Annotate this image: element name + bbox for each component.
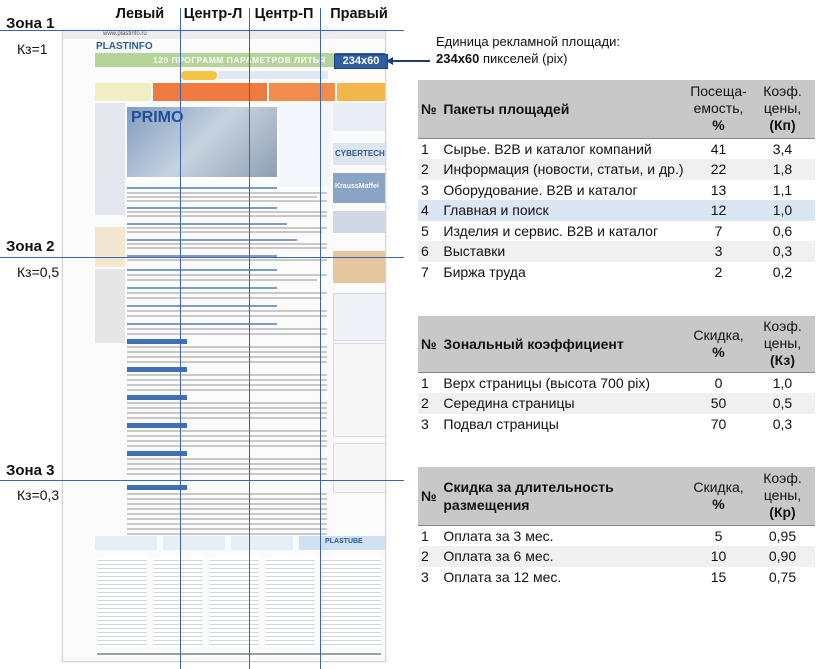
packages-header-coef-sym: (Кп)	[769, 117, 796, 134]
zones-header-num: №	[418, 316, 443, 372]
text-line	[127, 430, 327, 432]
column-label-left: Левый	[115, 6, 165, 22]
logo-row	[218, 71, 328, 79]
packages-header-name: Пакеты площадей	[443, 80, 687, 138]
row-coef: 0,2	[772, 263, 793, 280]
footer-col-4	[265, 557, 315, 647]
row-coef: 0,3	[772, 415, 793, 432]
row-disc: 0	[687, 372, 750, 393]
text-line	[127, 513, 327, 515]
duration-header-coef-text: Коэф. цены,	[763, 470, 802, 504]
text-line	[127, 468, 327, 470]
right-brand-1: CYBERTECH	[335, 149, 385, 158]
section-header	[127, 367, 187, 372]
right-list-2	[333, 443, 386, 493]
duration-header-disc-text: Скидка,	[693, 478, 744, 495]
column-label-center-left: Центр-Л	[183, 6, 243, 22]
text-line	[127, 259, 327, 261]
row-disc: 10	[687, 546, 750, 567]
row-coef: 0,95	[750, 525, 815, 546]
text-line	[127, 528, 327, 530]
text-line	[127, 211, 327, 213]
zones-header-coef-text: Коэф. цены,	[763, 318, 802, 352]
text-line	[127, 473, 327, 475]
row-number: 6	[418, 241, 443, 262]
zones-header-coef	[750, 316, 815, 372]
text-line	[127, 417, 327, 419]
section-header	[127, 485, 187, 490]
row-name: Подвал страницы	[443, 415, 559, 432]
duration-header-name: Скидка за длительность размещения	[443, 467, 687, 525]
text-line	[127, 207, 277, 209]
row-name: Оплата за 3 мес.	[443, 525, 687, 546]
row-name: Главная и поиск	[443, 200, 687, 221]
text-line	[127, 200, 327, 202]
duration-header-coef-sym: (Кр)	[769, 504, 796, 521]
zones-header-disc-unit: %	[712, 343, 725, 360]
text-line	[127, 412, 327, 414]
row-coef: 0,75	[768, 568, 797, 585]
row-coef: 0,3	[750, 241, 815, 262]
text-line	[127, 402, 327, 404]
table-row	[418, 241, 815, 262]
text-line	[127, 269, 277, 271]
table-row	[418, 525, 815, 546]
table-row	[418, 221, 815, 242]
row-visits: 2	[714, 263, 723, 280]
text-line	[127, 493, 327, 495]
section-header	[127, 395, 187, 400]
table-row	[418, 262, 815, 283]
text-line	[127, 315, 327, 317]
zone-1-title: Зона 1	[6, 15, 55, 32]
ad-unit-caption-line1: Единица рекламной площади:	[436, 34, 620, 49]
table-row	[418, 138, 815, 159]
row-disc: 15	[710, 568, 727, 585]
zone-3-coef: Кз=0,3	[17, 487, 60, 503]
packages-header-visits-text: Посеща-емость,	[690, 83, 747, 117]
row-name: Информация (новости, статьи, и др.)	[443, 159, 687, 180]
packages-header-coef	[750, 80, 815, 138]
text-line	[127, 407, 327, 409]
row-name: Биржа труда	[443, 263, 526, 280]
row-coef: 1,1	[772, 181, 793, 198]
footer-col-5	[321, 557, 381, 647]
packages-table	[418, 80, 815, 282]
text-line	[127, 297, 322, 299]
footer-rule	[97, 653, 381, 655]
footer-col-1	[97, 557, 147, 647]
row-number: 4	[418, 200, 443, 221]
zone-2-line	[0, 257, 404, 258]
footer-promo-3	[231, 536, 293, 550]
text-line	[127, 356, 327, 358]
left-nav	[95, 103, 125, 215]
text-line	[127, 247, 327, 249]
text-line	[127, 196, 317, 198]
left-promo	[95, 227, 125, 267]
price-table	[279, 103, 331, 187]
row-disc: 70	[710, 415, 727, 432]
text-line	[127, 310, 327, 312]
row-number: 3	[421, 181, 429, 198]
zones-table	[418, 316, 815, 434]
row-coef: 1,0	[750, 372, 815, 393]
site-logo: PLASTINFO	[96, 41, 153, 52]
zone-2-title: Зона 2	[6, 238, 55, 255]
row-name: Верх страницы (высота 700 pix)	[443, 372, 687, 393]
zone-2-coef: Кз=0,5	[17, 264, 60, 280]
table-row	[418, 180, 815, 201]
text-line	[127, 508, 327, 510]
zone-1-line	[0, 30, 404, 31]
logo-shape	[181, 71, 217, 80]
row-coef: 1,0	[750, 200, 815, 221]
row-number: 2	[418, 159, 443, 180]
text-line	[127, 346, 327, 348]
row-visits: 12	[687, 200, 750, 221]
row-visits: 13	[710, 181, 727, 198]
ad-unit-unit: пикселей (pix)	[479, 51, 568, 66]
footer-brand: PLASTUBE	[325, 538, 363, 545]
right-brand-2: KraussMaffei	[335, 183, 379, 190]
row-visits: 41	[687, 138, 750, 159]
left-photo	[95, 269, 125, 343]
table-row	[418, 567, 815, 588]
zone-1-coef: Кз=1	[17, 41, 48, 57]
zone-3-title: Зона 3	[6, 462, 55, 479]
banner-right	[337, 83, 385, 101]
right-block-5	[333, 251, 385, 283]
text-line	[127, 458, 327, 460]
website-screenshot	[62, 30, 386, 662]
row-coef: 1,8	[750, 159, 815, 180]
table-row	[418, 159, 815, 180]
text-line	[127, 243, 327, 245]
text-line	[127, 215, 327, 217]
row-number: 5	[421, 222, 429, 239]
arrow-line	[392, 60, 430, 62]
duration-table	[418, 467, 815, 587]
row-name: Оплата за 12 мес.	[443, 568, 562, 585]
packages-header-coef-text: Коэф. цены,	[763, 83, 802, 117]
text-line	[127, 435, 327, 437]
text-line	[127, 231, 322, 233]
row-name: Оплата за 6 мес.	[443, 546, 687, 567]
row-number: 2	[418, 393, 443, 414]
right-block-4	[333, 211, 385, 233]
table-row	[418, 372, 815, 393]
text-line	[127, 287, 277, 289]
text-line	[127, 192, 327, 194]
text-line	[127, 523, 327, 525]
duration-header-disc	[687, 467, 750, 525]
banner-small	[95, 83, 151, 101]
row-name: Изделия и сервис. B2B и каталог	[443, 222, 659, 239]
row-number: 7	[421, 263, 429, 280]
row-visits: 3	[687, 241, 750, 262]
column-label-right: Правый	[330, 6, 388, 22]
footer-promo-2	[163, 536, 225, 550]
packages-header-visits-unit: %	[712, 117, 725, 134]
hero-brand: PRIMO	[131, 109, 184, 126]
text-line	[127, 351, 327, 353]
banner-orange-2	[269, 83, 335, 101]
row-number: 2	[418, 546, 443, 567]
table-row	[418, 414, 815, 435]
ad-unit-caption-line2	[436, 50, 620, 67]
packages-header-num: №	[418, 80, 443, 138]
packages-header-visits	[687, 80, 750, 138]
row-visits: 22	[687, 159, 750, 180]
text-line	[127, 227, 327, 229]
section-header	[127, 423, 187, 428]
row-coef: 0,5	[750, 393, 815, 414]
ad-unit-caption	[436, 33, 620, 67]
right-block-6	[333, 293, 386, 341]
zones-header-disc-text: Скидка,	[693, 326, 744, 343]
section-header	[127, 451, 187, 456]
text-line	[127, 384, 327, 386]
footer-promo-1	[95, 536, 157, 550]
text-line	[127, 328, 327, 330]
top-banner-text: 120 ПРОГРАММ ПАРАМЕТРОВ ЛИТЬЯ	[153, 55, 326, 65]
text-line	[127, 389, 327, 391]
row-number: 1	[418, 138, 443, 159]
hero-caption	[127, 177, 277, 183]
table-row	[418, 200, 815, 221]
text-line	[127, 503, 327, 505]
text-line	[127, 440, 327, 442]
column-divider-3	[320, 8, 321, 669]
text-line	[127, 274, 327, 276]
column-divider-1	[180, 8, 181, 669]
text-line	[127, 361, 327, 363]
text-line	[127, 323, 277, 325]
right-block-1	[333, 103, 385, 131]
row-coef: 0,90	[750, 546, 815, 567]
table-row	[418, 546, 815, 567]
text-line	[127, 445, 327, 447]
text-line	[127, 463, 327, 465]
text-line	[127, 239, 297, 241]
row-disc: 5	[687, 525, 750, 546]
footer-col-3	[209, 557, 259, 647]
row-number: 1	[418, 372, 443, 393]
footer-col-2	[153, 557, 203, 647]
browser-url: www.plastinfo.ru	[103, 31, 147, 37]
duration-header-disc-unit: %	[712, 495, 725, 512]
text-line	[127, 533, 327, 535]
text-line	[127, 292, 327, 294]
text-line	[127, 498, 327, 500]
row-name: Выставки	[443, 241, 687, 262]
row-visits: 7	[714, 222, 723, 239]
row-number: 1	[418, 525, 443, 546]
text-line	[127, 279, 317, 281]
zones-header-name: Зональный коэффициент	[443, 316, 687, 372]
ad-unit-marker: 234x60	[334, 54, 388, 69]
row-name: Оборудование. B2B и каталог	[443, 181, 638, 198]
table-row	[418, 393, 815, 414]
row-coef: 0,6	[772, 222, 793, 239]
duration-header-coef	[750, 467, 815, 525]
text-line	[127, 187, 277, 189]
ad-unit-size: 234x60	[436, 51, 480, 66]
zones-header-coef-sym: (Кз)	[769, 352, 795, 369]
row-name: Сырье. B2B и каталог компаний	[443, 138, 687, 159]
row-coef: 3,4	[750, 138, 815, 159]
text-line	[127, 305, 277, 307]
zones-header-disc	[687, 316, 750, 372]
right-list	[333, 343, 386, 437]
zone-3-line	[0, 480, 404, 481]
row-disc: 50	[687, 393, 750, 414]
duration-header-num: №	[418, 467, 443, 525]
row-name: Середина страницы	[443, 393, 687, 414]
text-line	[127, 379, 327, 381]
text-line	[127, 223, 287, 225]
text-line	[127, 374, 327, 376]
column-divider-2	[249, 8, 250, 669]
column-label-center-right: Центр-П	[254, 6, 314, 22]
row-number: 3	[421, 415, 429, 432]
text-line	[127, 333, 327, 335]
text-line	[127, 518, 327, 520]
row-number: 3	[421, 568, 429, 585]
section-header	[127, 339, 187, 344]
